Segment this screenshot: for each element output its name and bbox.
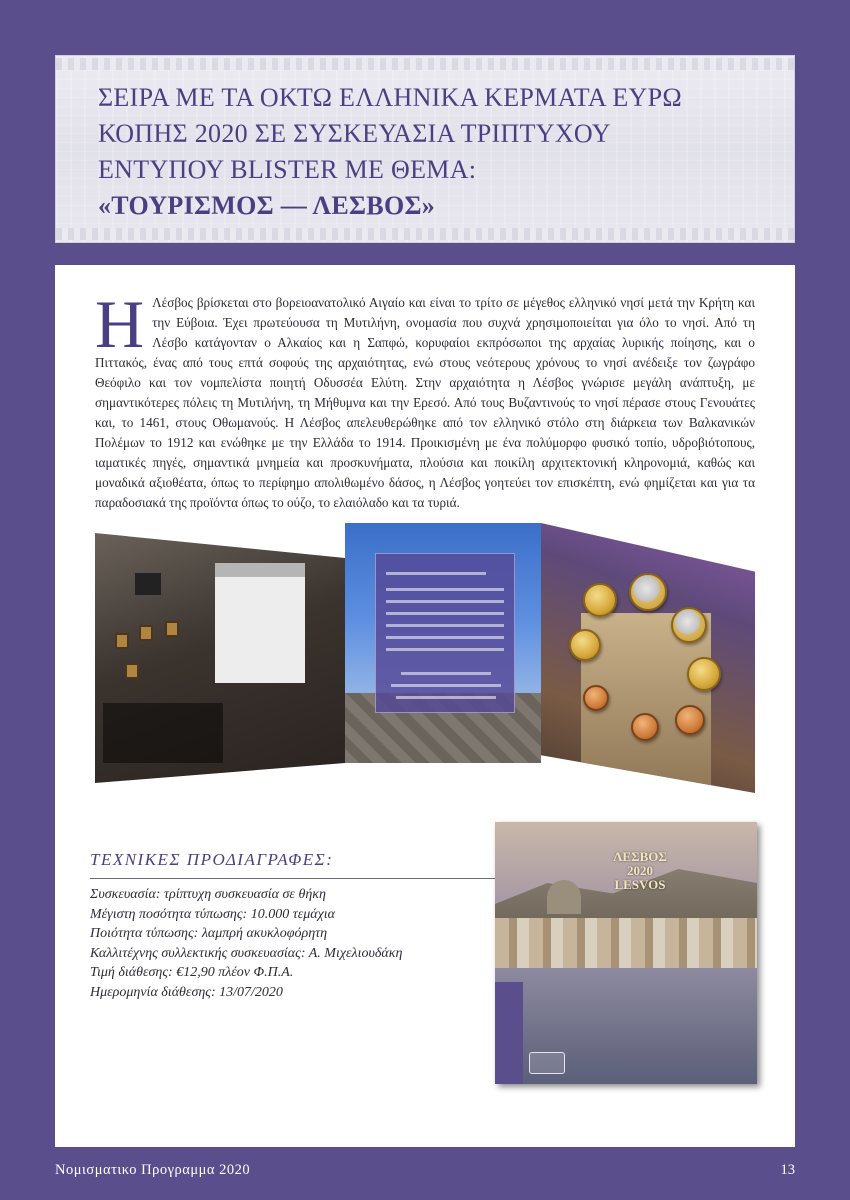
spec-card-line	[401, 672, 491, 675]
spec-max-quantity: Μέγιστη ποσότητα τύπωσης: 10.000 τεμάχια	[90, 906, 336, 922]
cover-church-dome	[547, 880, 581, 914]
window-opening	[135, 573, 161, 595]
whitewashed-house	[215, 563, 305, 683]
footer-publication-title: Νομισματικο Προγραμμα 2020	[55, 1162, 251, 1178]
table-silhouette	[103, 703, 223, 763]
spec-card-line	[386, 600, 504, 603]
cover-title-line-1: ΛΕΣΒΟΣ	[613, 849, 667, 864]
cover-harbor-town	[495, 918, 757, 968]
coin-50-cent	[569, 629, 601, 661]
coin-1-euro	[671, 607, 707, 643]
spec-card-line	[386, 636, 504, 639]
coin-20-cent	[583, 583, 617, 617]
wall-picture	[139, 625, 153, 641]
meander-border-top	[56, 58, 794, 70]
coin-1-cent	[675, 705, 705, 735]
cover-title-line-2: 2020	[627, 863, 653, 878]
wall-picture	[125, 663, 139, 679]
specs-heading: ΤΕΧΝΙΚΕΣ ΠΡΟΔΙΑΓΡΑΦΕΣ:	[90, 850, 500, 879]
title-line-2: ΚΟΠΗΣ 2020 ΣΕ ΣΥΣΚΕΥΑΣΙΑ ΤΡΙΠΤΥΧΟΥ	[98, 119, 611, 148]
meander-border-bottom	[56, 228, 794, 240]
cover-title	[595, 850, 685, 892]
blister-left-panel	[95, 533, 345, 783]
title-line-4: «ΤΟΥΡΙΣΜΟΣ — ΛΕΣΒΟΣ»	[98, 191, 436, 220]
title-banner	[55, 55, 795, 243]
footer-page-number: 13	[780, 1162, 795, 1178]
spec-card-line	[396, 696, 496, 699]
cover-bank-emblem	[529, 1052, 565, 1074]
coin-spec-card	[375, 553, 515, 713]
intro-paragraph	[95, 286, 755, 513]
coin-10-cent	[687, 657, 721, 691]
spec-quality: Ποιότητα τύπωσης: λαμπρή ακυκλοφόρητη	[90, 926, 328, 941]
spec-card-line	[391, 684, 501, 687]
spec-card-line	[386, 648, 504, 651]
title-line-3: ΕΝΤΥΠΟΥ BLISTER ΜΕ ΘΕΜΑ:	[98, 155, 477, 184]
coin-2-euro	[629, 573, 667, 611]
cover-title-line-3: LESVOS	[614, 877, 666, 892]
drop-cap: Η	[95, 286, 145, 362]
spec-release-date: Ημερομηνία διάθεσης: 13/07/2020	[90, 984, 283, 1000]
coin-5-cent	[583, 685, 609, 711]
spec-card-line	[386, 572, 486, 575]
spec-artist: Καλλιτέχνης συλλεκτικής συσκευασίας: Α. Μιχελιουδάκη	[90, 945, 403, 961]
wall-picture	[165, 621, 179, 637]
title-line-1: ΣΕΙΡΑ ΜΕ ΤΑ ΟΚΤΩ ΕΛΛΗΝΙΚΑ ΚΕΡΜΑΤΑ ΕΥΡΩ	[98, 83, 682, 112]
content-panel	[55, 265, 795, 1147]
blister-right-panel	[541, 523, 755, 793]
spec-card-line	[386, 612, 504, 615]
wall-picture	[115, 633, 129, 649]
blister-middle-panel	[345, 523, 541, 763]
blister-cover-image	[495, 822, 757, 1084]
cover-purple-band	[495, 982, 523, 1084]
coin-2-cent	[631, 713, 659, 741]
spec-card-line	[386, 624, 504, 627]
page-title	[98, 80, 758, 224]
specs-list	[90, 885, 500, 1002]
spec-price: Τιμή διάθεσης: €12,90 πλέον Φ.Π.Α.	[90, 965, 294, 980]
intro-text: Λέσβος βρίσκεται στο βορειοανατολικό Αιγαίο και είναι το τρίτο σε μέγεθος ελληνικό νησί μετά την Κρήτη και την Εύβοια. Έχει πρωτεύουσα τη Μυτιλήνη, ονομασία που συχνά χρησιμοποιείται για όλο το νησί. Από τη Λέσβο κατάγονταν ο Αλκαίος και η Σαπφώ, κορυφαίοι εκπρόσωποι της αρχαίας λυρικής ποίησης, και ο Πιττακός, ένας από τους επτά σοφούς της αρχαιότητας, ενώ στους νεότερους χρόνους το νησί ανέδειξε τον ζωγράφο Θεόφιλο και τον νομπελίστα ποιητή Οδυσσέα Ελύτη. Στην αρχαιότητα η Λέσβος γνώρισε μεγάλη ανάπτυξη, με σημαντικότερες πόλεις τη Μυτιλήνη, τη Μήθυμνα και την Ερεσό. Από τους Βυζαντινούς το νησί πέρασε στους Γενουάτες και, το 1461, στους Οθωμανούς. Η Λέσβος απελευθερώθηκε από τον ελληνικό στόλο στη διάρκεια των Βαλκανικών Πολέμων το 1912 και ενώθηκε με την Ελλάδα το 1914. Προικισμένη με ένα πολύμορφο φυσικό τοπίο, υδροβιότοπους, ιαματικές πηγές, σημαντικά μνημεία και προσκυνήματα, πλούσια και ποικίλη αρχιτεκτονική κληρονομιά, καθώς και μοναδικά αξιοθέατα, όπως το περίφημο απολιθωμένο δάσος, η Λέσβος γοητεύει τον επισκέπτη, ενώ φημίζεται και για τα παραδοσιακά της προϊόντα όπως το ούζο, το ελαιόλαδο και τα τυριά.	[95, 295, 755, 510]
blister-pack-image	[95, 523, 755, 819]
spec-packaging: Συσκευασία: τρίπτυχη συσκευασία σε θήκη	[90, 887, 326, 902]
spec-card-line	[386, 588, 504, 591]
